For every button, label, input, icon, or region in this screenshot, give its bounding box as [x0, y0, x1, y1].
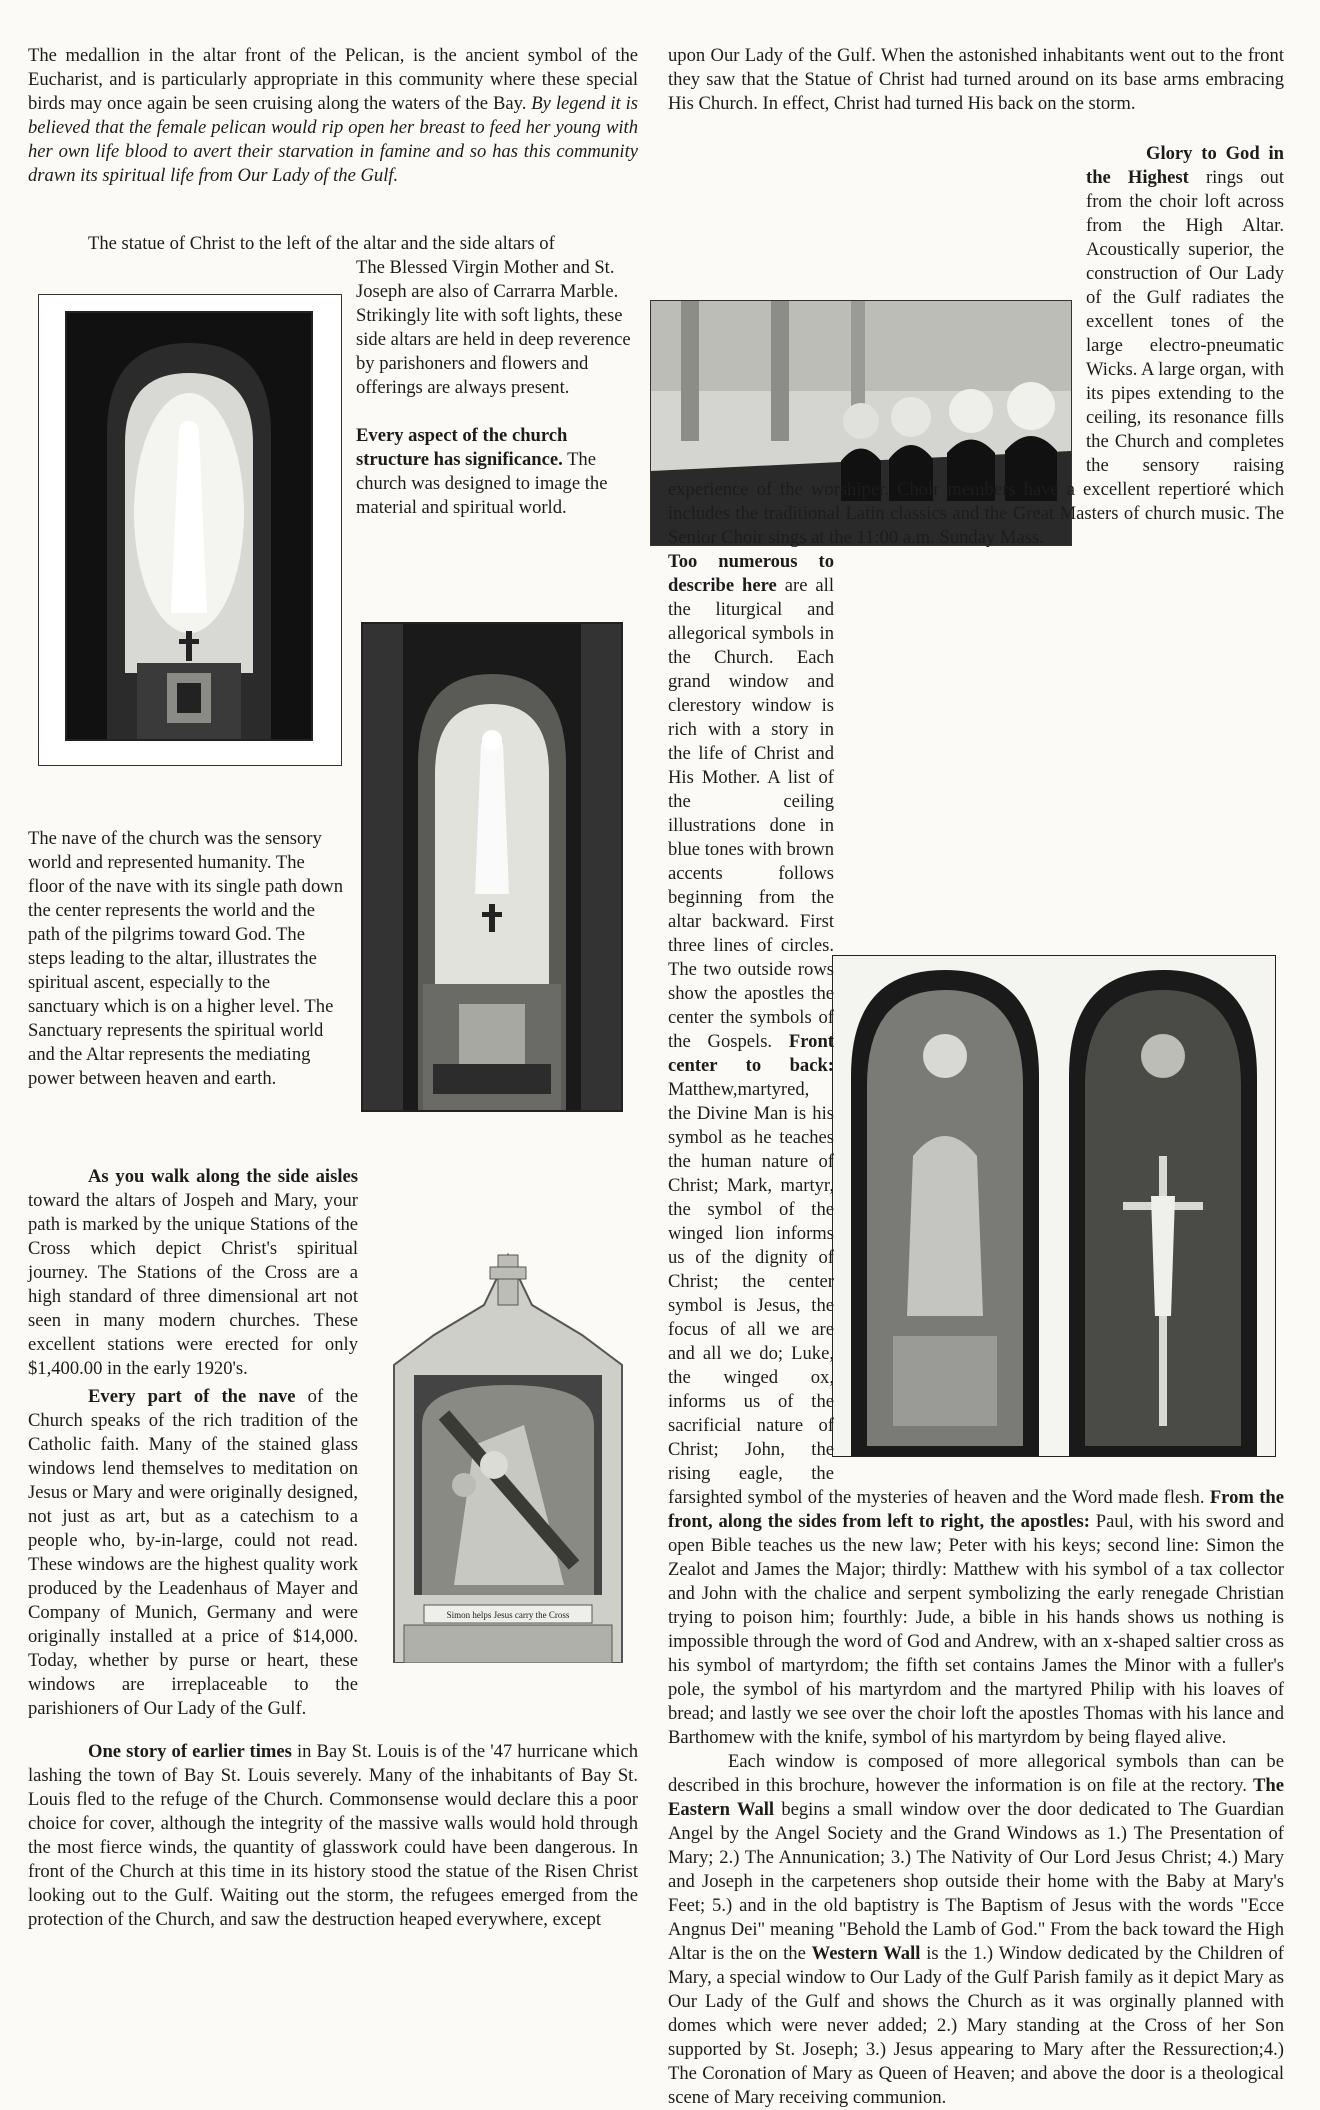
eastern-wall-text: begins a small window over the door dedicated to The Guardian Angel by the Angel Society and the Grand Windows as 1.) The Presentation of Mary; 2.) The Annunication; 3.) The Nativity of Our Lord Jesus Christ; 4.) Mary and Joseph in the carpeteners shop outside their home with the Baby at Mary's Feet; 5.) and in the old baptistry is The Baptism of Jesus with the words "Ecce Angnus Dei" meaning "Behold the Lamb of God." From the back toward the High Altar is the on the — [668, 1799, 1285, 1964]
statue-photo — [65, 311, 313, 741]
hurricane-continuation-text: upon Our Lady of the Gulf. When the astonished inhabitants went out to the front they saw that the Statue of Christ had turned around on its base arms embracing His Church. In effect, Christ had turned His back on the storm. — [668, 45, 1284, 114]
western-wall-text: is the 1.) Window dedicated by the Children of Mary, a special window to Our Lady of the Gulf Parish family as it depict Mary as Our Lady of the Gulf and shows the Church as it was orginally planned with domes which were never added; 2.) Mary standing at the Cross of her Son supported by St. Joseph; 3.) Jesus appearing to Mary after the Ressurection;4.) The Coronation of Mary as Queen of Heaven; and above the door is a theological scene of Mary receiving communion. — [668, 1943, 1284, 2108]
nave-part-text: of the Church speaks of the rich tradition of the Catholic faith. Many of the stained glass windows lend themselves to meditation on Jesus or Mary and were originally designed, not just as art, but as a catechism to a people who, by-in-large, could not read. These windows are the highest quality work produced by the Leadenhaus of Mayer and Company of Munich, Germany and were originally installed at a price of $14,000. Today, whether by purse or heart, these windows are irreplaceable to the parishioners of Our Lady of the Gulf. — [28, 1386, 358, 1719]
statue-photo-frame — [38, 294, 342, 766]
glory-lead: Glory to God in the Highest — [1086, 143, 1284, 188]
symbols-text: are all the liturgical and allegorical symbols in the Church. Each grand window and clerestory window is rich with a story in the life of Christ and His Mother. A list of the ceiling illustrations done in blue tones with brown accents follows beginning from the altar backward. First three lines of circles. The two outside rows show the apostles the center the symbols of the Gospels. — [668, 575, 834, 1052]
pelican-text: The medallion in the altar front of the Pelican, is the ancient symbol of the Eucharist, and is particularly appropriate in this community where these special birds may once again be seen cruising along the waters of the Bay. — [28, 45, 638, 114]
western-wall-lead: Western Wall — [811, 1943, 921, 1964]
wrap-spacer — [358, 1385, 638, 1675]
front-center-lead: Front center to back: — [668, 1031, 834, 1076]
earlier-times-text: in Bay St. Louis is of the '47 hurricane which lashing the town of Bay St. Louis severely. Many of the inhabitants of Bay St. Louis fled to the refuge of the Church. Commonsense would declare this a poor choice for cover, although the integrity of the massive walls would hold through the most fierce winds, the quantity of glasswork could have been dangerous. In front of the Church at this time in its history stood the statue of the Risen Christ looking out to the Gulf. Waiting out the storm, the refugees emerged from the protection of the Church, and saw the destruction heaped everywhere, except — [28, 1741, 639, 1930]
eastern-wall-lead: The Eastern Wall — [668, 1775, 1284, 1820]
nave-part-paragraph — [28, 1385, 638, 1721]
nave-text: The nave of the church was the sensory world and represented humanity. The floor of the nave with its single path down the center represents the world and the path of the pilgrims toward God. The steps leading to the altar, illustrates the spiritual ascent, especially to the sanctuary which is on a higher level. The Sanctuary represents the spiritual world and the Altar represents the mediating power between heaven and earth. — [28, 828, 344, 1089]
side-aisles-paragraph — [28, 1165, 638, 1381]
apostles-lead: From the front, along the sides from left to right, the apostles: — [668, 1487, 1285, 1532]
wrap-spacer — [668, 214, 1086, 466]
earlier-times-lead: One story of earlier times — [88, 1741, 292, 1762]
altar-photo — [361, 622, 623, 1112]
wrap-spacer — [358, 1261, 638, 1381]
evangelists-text: Matthew,martyred, the Divine Man is his symbol as he teaches the human nature of Christ; Mark, martyr, the symbol of the winged lion informs us of the dignity of Christ; the center symbol is Jesus, the focus of all we are and all we do; Luke, the winged ox, informs us of the sacrificial nature of Christ; John, the rising eagle, the farsighted symbol of the mysteries of heaven and the Word made flesh. — [668, 1079, 1205, 1508]
statue-paragraph — [88, 232, 638, 256]
nave-part-lead: Every part of the nave — [88, 1386, 296, 1407]
apostles-text: Paul, with his sword and open Bible teaches us the new law; Peter with his keys; second line: Simon the Zealot and James the Major; thirdly: Matthew with his symbol of a tax collector and John with the chalice and serpent symbolizing the early renegade Christian trying to poison him; fourthly: Jude, a bible in his hands shows us nothing is impossible through the word of God and Andrew, with an x-shaped saltier cross as his symbol of martyrdom; the fifth set contains James the Minor with a fuller's pole, the symbol of his martyrdom and the martyred Philip with his loaves of bread; and lastly we see over the choir loft the apostles Thomas with his lance and Barthomew with the knife, symbol of his martyrdom by being flayed alive. — [668, 1511, 1284, 1748]
pelican-legend-text: By legend it is believed that the female pelican would rip open her breast to feed her young with her own life blood to avert their starvation in famine and so has this community drawn its spiritual life from Our Lady of the Gulf. — [28, 93, 638, 186]
side-aisles-text: toward the altars of Jospeh and Mary, your path is marked by the unique Stations of the Cross which depict Christ's spiritual journey. The Stations of the Cross are a high standard of three dimensional art not seen in many modern churches. These excellent stations were erected for only $1,400.00 in the early 1920's. — [28, 1190, 358, 1379]
side-altar-column — [356, 256, 638, 520]
statue-text-start: The statue of Christ to the left of the altar and the side altars of — [88, 233, 555, 254]
wrap-spacer — [834, 982, 1284, 1478]
church-structure-text: The church was designed to image the material and spiritual world. — [356, 449, 608, 518]
statue-text-rest: The Blessed Virgin Mother and St. Joseph are also of Carrarra Marble. — [356, 257, 619, 302]
left-intro-block — [28, 44, 638, 188]
right-column — [668, 44, 1284, 2110]
earlier-times-paragraph — [28, 1740, 638, 1932]
nave-paragraph — [28, 827, 344, 1091]
windows-intro-text: Each window is composed of more allegorical symbols than can be described in this brochure, however the information is on file at the rectory. — [668, 1751, 1284, 1796]
station-plaque-text: Simon helps Jesus carry the Cross — [446, 1610, 570, 1620]
pelican-paragraph — [28, 44, 638, 188]
side-aisles-lead: As you walk along the side aisles — [88, 1166, 358, 1187]
side-altars-text: Strikingly lite with soft lights, these side altars are held in deep reverence by parishoners and flowers and offerings are always present. — [356, 305, 631, 398]
choir-text: rings out from the choir loft across from the High Altar. Acoustically superior, the construction of Our Lady of the Gulf radiates the excellent tones of the large electro-pneumatic Wicks. A large organ, with its pipes extending to the ceiling, its resonance fills the Church and completes the sensory raising experience of the worshiper. Choir members have a excellent repertioré which includes the traditional Latin classics and the Great Masters of church music. The Senior Choir sings at the 11:00 a.m. Sunday Mass. — [668, 167, 1284, 548]
church-structure-lead: Every aspect of the church structure has significance. — [356, 425, 568, 470]
symbols-lead: Too numerous to describe here — [668, 551, 834, 596]
